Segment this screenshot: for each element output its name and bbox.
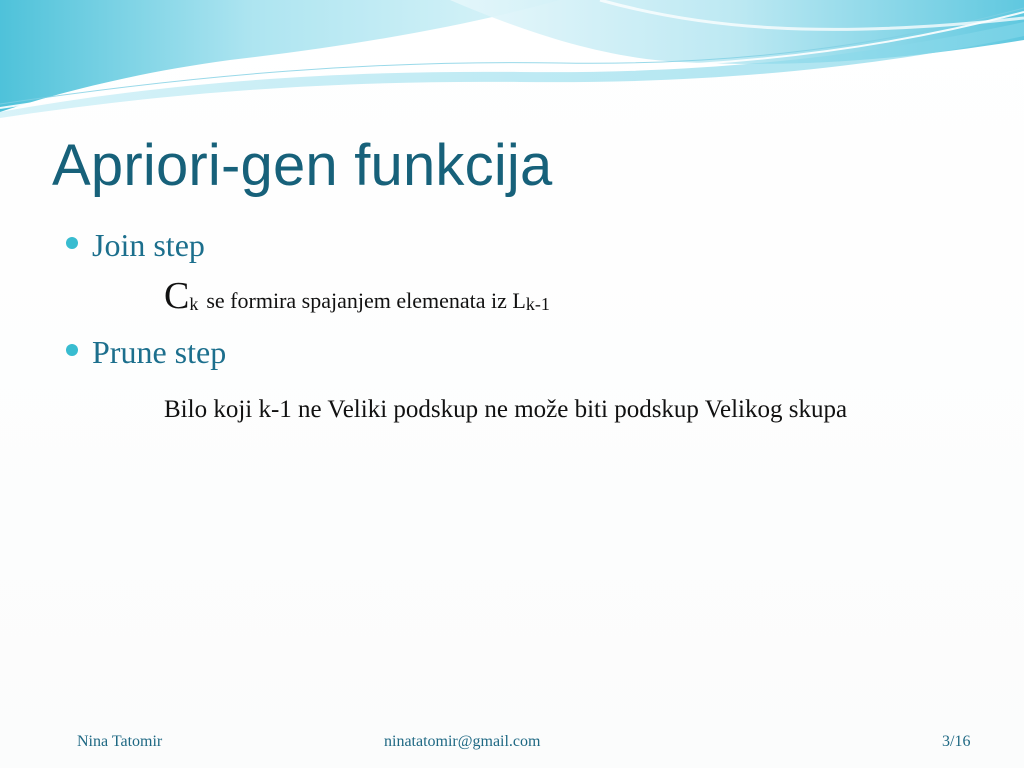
prune-step-detail: Bilo koji k-1 ne Veliki podskup ne može biti podskup Velikog skupa (164, 396, 848, 423)
c-subscript: k (189, 294, 199, 314)
footer-author: Nina Tatomir (77, 733, 163, 750)
bullet-prune-step (66, 332, 226, 372)
bullet-dot-icon (66, 344, 78, 356)
join-step-text: se formira spajanjem elemenata iz L (206, 288, 526, 313)
bullet-dot-icon (66, 237, 78, 249)
c-symbol: C (164, 275, 190, 317)
join-step-detail (164, 274, 550, 318)
bullet-label: Prune step (92, 334, 227, 370)
slide-title: Apriori-gen funkcija (52, 133, 553, 198)
bullet-label: Join step (92, 227, 205, 263)
footer-page-number: 3/16 (942, 733, 971, 750)
header-wave-decoration (0, 0, 1024, 130)
l-subscript: k-1 (525, 294, 550, 314)
footer-email: ninatatomir@gmail.com (384, 733, 541, 750)
bullet-join-step (66, 225, 205, 265)
